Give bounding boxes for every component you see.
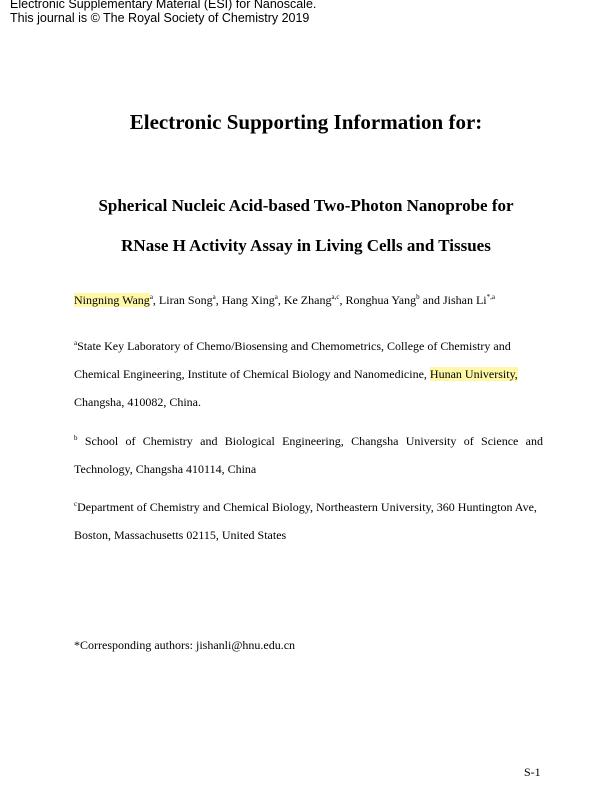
affiliation-b bbox=[74, 424, 543, 483]
author-affiliation-mark: a bbox=[274, 293, 278, 301]
paper-title-line-2: RNase H Activity Assay in Living Cells and Tissues bbox=[121, 236, 491, 255]
author-affiliation-mark: *,a bbox=[486, 293, 495, 301]
affiliation-text: Changsha, 410082, China. bbox=[74, 395, 201, 409]
paper-title-line-1: Spherical Nucleic Acid-based Two-Photon Nanoprobe for bbox=[98, 196, 514, 215]
page-number: S-1 bbox=[524, 765, 541, 779]
author-list: Ningning Wang$^a$, Liran Song$^a$, Hang Xing$^a$, Ke Zhang$^{a,c}$, Ronghua Yang$^b$ and Jishan $Li^{*,a}$ bbox=[74, 293, 495, 307]
author-affiliation-mark: a bbox=[212, 293, 216, 301]
affiliation-highlight: Hunan University, bbox=[429, 367, 518, 381]
author-name: Liran Song bbox=[158, 293, 213, 307]
affiliation-text: State Key Laboratory of Chemo/Biosensing and Chemometrics, College of Chemistry and Chemical Engineering, Institute of Chemical Biology and Nanomedicine, bbox=[74, 339, 511, 381]
journal-header-line-2: This journal is © The Royal Society of Chemistry 2019 bbox=[10, 11, 310, 25]
affiliation-c bbox=[74, 490, 543, 549]
author-name: Ningning Wang bbox=[74, 293, 150, 307]
author-name: Ke Zhang bbox=[283, 293, 332, 307]
esi-title: Electronic Supporting Information for: bbox=[129, 110, 483, 134]
affiliation-mark: b bbox=[74, 434, 78, 442]
author-name: Jishan Li bbox=[442, 293, 487, 307]
affiliation-a bbox=[74, 329, 543, 416]
author-affiliation-mark: a,c bbox=[331, 293, 340, 301]
affiliation-mark: a bbox=[74, 339, 78, 347]
journal-header bbox=[10, 0, 316, 25]
journal-header-line-1: Electronic Supplementary Material (ESI) for Nanoscale. bbox=[10, 0, 317, 11]
author-affiliation-mark: b bbox=[416, 293, 420, 301]
author-name: Hang Xing bbox=[221, 293, 275, 307]
corresponding-author: *Corresponding authors: jishanli@hnu.edu.cn bbox=[74, 638, 296, 652]
author-affiliation-mark: a bbox=[149, 293, 153, 301]
affiliation-text: School of Chemistry and Biological Engineering, Changsha University of Science and Technology, Changsha 410114, China bbox=[74, 434, 543, 476]
author-name: Ronghua Yang bbox=[345, 293, 417, 307]
affiliation-text: Department of Chemistry and Chemical Biology, Northeastern University, 360 Huntington Ave, Boston, Massachusetts 02115, United States bbox=[74, 500, 537, 542]
affiliation-mark: c bbox=[74, 500, 78, 508]
